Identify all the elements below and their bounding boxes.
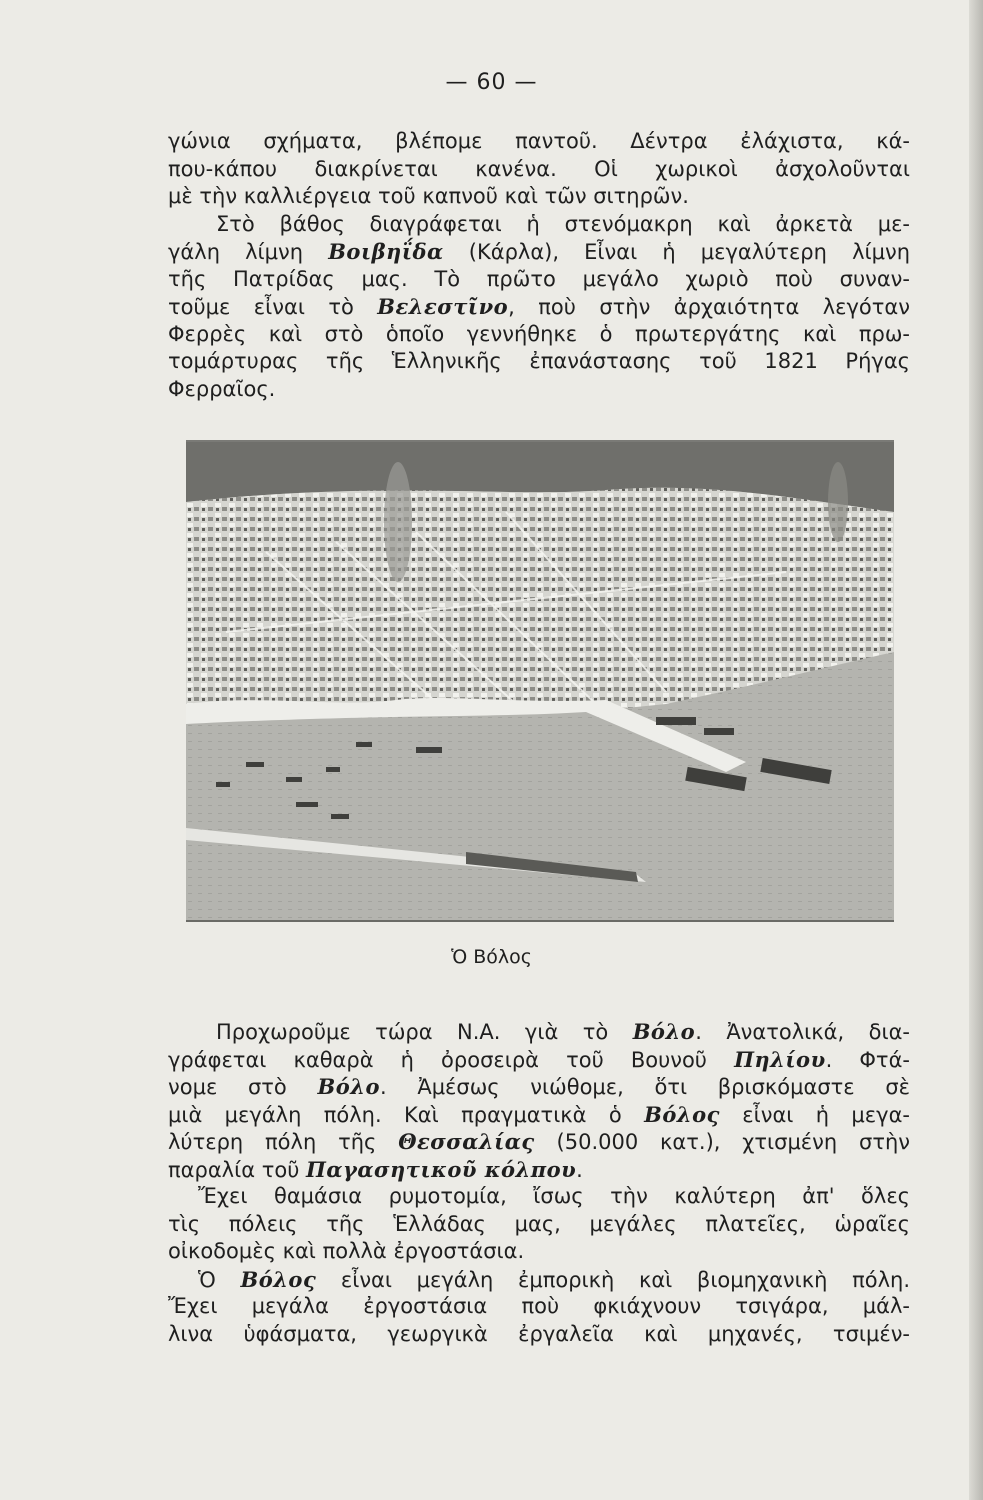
text-line: τομάρτυρας τῆς Ἑλληνικῆς ἐπανάστασης τοῦ 1821 Ρήγας	[168, 349, 910, 373]
text-block-top	[168, 128, 910, 403]
text-line: Φερρὲς καὶ στὸ ὁποῖο γεννήθηκε ὁ πρωτεργάτης καὶ πρω-	[168, 321, 910, 346]
text-line: τοῦμε εἶναι τὸ Βελεστῖνο, ποὺ στὴν ἀρχαιότητα λεγόταν	[168, 294, 910, 319]
text-line: που-κάπου διακρίνεται κανένα. Οἱ χωρικοὶ ἀσχολοῦνται	[168, 156, 910, 181]
page-number: — 60 —	[445, 70, 538, 95]
text-line: μιὰ μεγάλη πόλη. Καὶ πραγματικὰ ὁ Βόλος εἶναι ἡ μεγα-	[168, 1101, 910, 1127]
harbor-aerial-illustration	[186, 442, 894, 920]
place-name: Βόλος	[644, 1101, 720, 1127]
text-line: γράφεται καθαρὰ ἡ ὀροσειρὰ τοῦ Βουνοῦ Πηλίου. Φτά-	[168, 1046, 910, 1072]
place-name: Βόλο	[632, 1019, 696, 1044]
text-block-bottom	[168, 1018, 910, 1348]
place-name: Βελεστῖνο	[377, 294, 509, 319]
text-line: Ἔχει μεγάλα ἐργοστάσια ποὺ φκιάχνουν τσιγάρα, μάλ-	[168, 1294, 910, 1318]
text-line: μὲ τὴν καλλιέργεια τοῦ καπνοῦ καὶ τῶν σιτηρῶν.	[168, 184, 689, 208]
text-line: οἰκοδομὲς καὶ πολλὰ ἐργοστάσια.	[168, 1239, 525, 1263]
text-line: γώνια σχήματα, βλέπομε παντοῦ. Δέντρα ἐλάχιστα, κά-	[168, 129, 910, 153]
text-line: Προχωροῦμε τώρα Ν.Α. γιὰ τὸ Βόλο. Ἀνατολικά, δια-	[216, 1019, 910, 1044]
text-line: τὶς πόλεις τῆς Ἑλλάδας μας, μεγάλες πλατεῖες, ὡραῖες	[168, 1211, 910, 1236]
volos-harbor-photo	[186, 440, 894, 922]
text-line: γάλη λίμνη Βοιβηΐδα (Κάρλα), Εἶναι ἡ μεγαλύτερη λίμνη	[168, 239, 910, 264]
place-name: Παγασητικοῦ κόλπου	[306, 1156, 577, 1182]
text-line: Ἔχει θαμάσια ρυμοτομία, ἴσως τὴν καλύτερη ἀπ' ὅλες	[198, 1184, 910, 1208]
place-name: Πηλίου	[734, 1046, 826, 1072]
place-name: Θεσσαλίας	[398, 1129, 535, 1154]
place-name: Βόλο	[317, 1074, 380, 1099]
text-line: παραλία τοῦ Παγασητικοῦ κόλπου.	[168, 1156, 583, 1182]
text-line: Ὁ Βόλος εἶναι μεγάλη ἐμπορικὴ καὶ βιομηχανικὴ πόλη.	[198, 1266, 910, 1292]
place-name: Βοιβηΐδα	[328, 239, 444, 264]
text-line: Στὸ βάθος διαγράφεται ἡ στενόμακρη καὶ ἀρκετὰ με-	[216, 211, 910, 236]
page-edge	[969, 0, 983, 1500]
place-name: Βόλος	[240, 1266, 317, 1292]
text-line: νομε στὸ Βόλο. Ἀμέσως νιώθομε, ὅτι βρισκόμαστε σὲ	[168, 1074, 910, 1099]
text-line: Φερραῖος.	[168, 376, 276, 401]
text-line: τῆς Πατρίδας μας. Τὸ πρῶτο μεγάλο χωριὸ ποὺ συναν-	[168, 266, 910, 291]
text-line: λύτερη πόλη τῆς Θεσσαλίας (50.000 κατ.), χτισμένη στὴν	[168, 1129, 911, 1154]
text-line: λινα ὑφάσματα, γεωργικὰ ἐργαλεῖα καὶ μηχανές, τσιμέν-	[168, 1321, 910, 1346]
photo-caption: Ὁ Βόλος	[451, 946, 532, 968]
